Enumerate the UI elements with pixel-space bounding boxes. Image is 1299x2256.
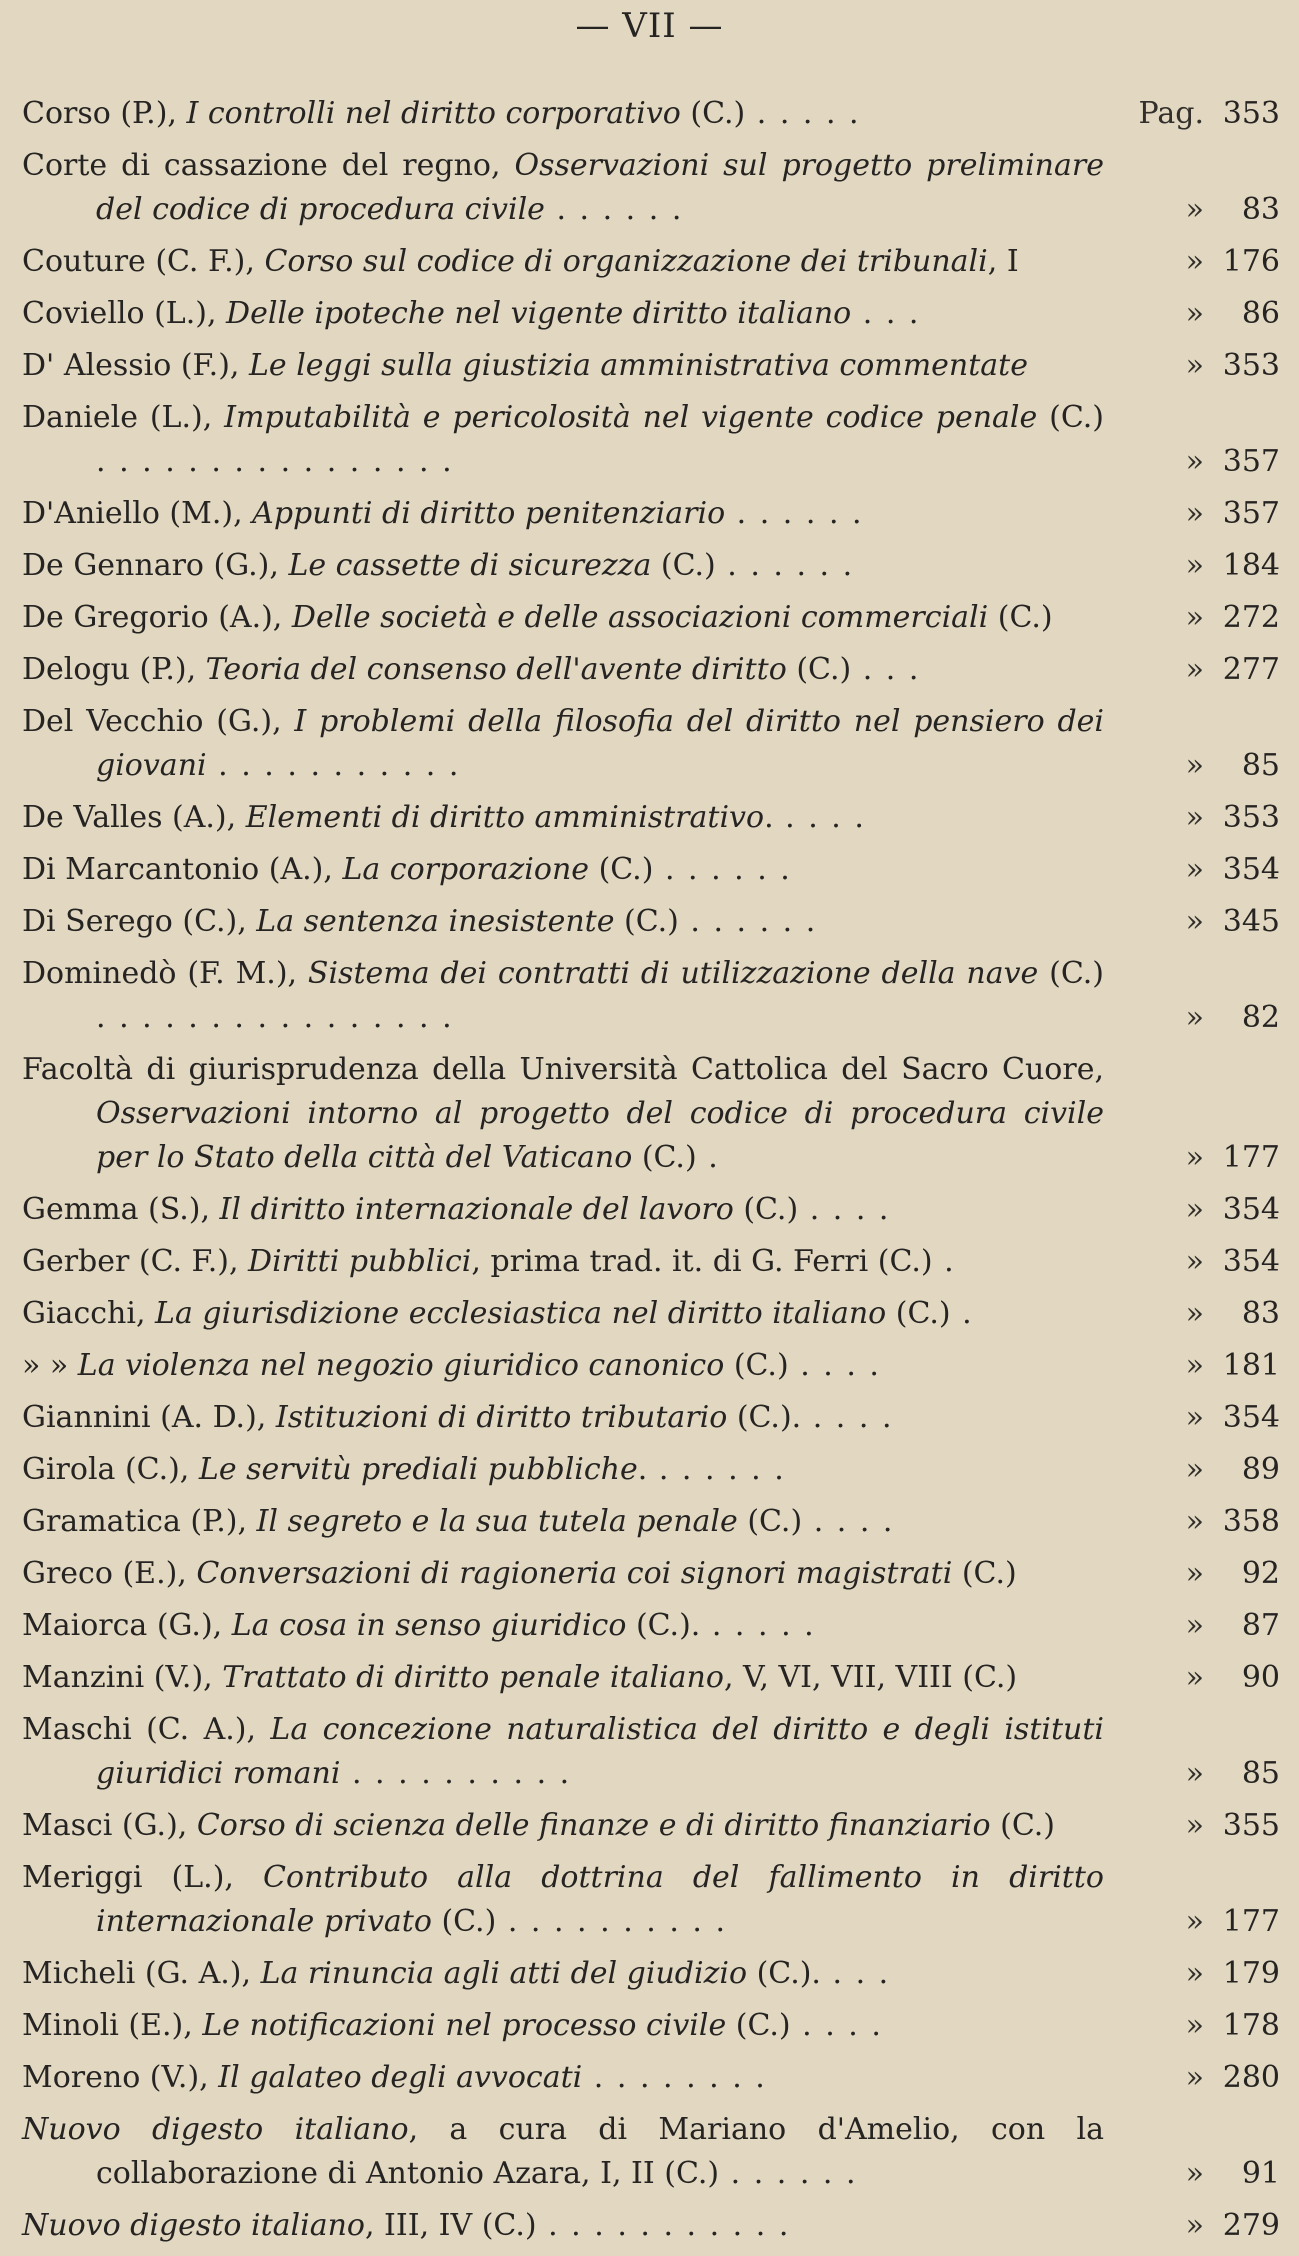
entry-author: Maschi (C. A.), <box>22 1712 271 1747</box>
entry-tail: , prima trad. it. di G. Ferri (C.) <box>471 1244 933 1279</box>
entry-page-mark: » <box>1185 748 1204 783</box>
entry-page-mark: » <box>1185 1400 1204 1435</box>
entry-tail: . <box>637 1452 648 1487</box>
entry-page-number: 277 <box>1222 652 1280 687</box>
entry-title: Delle società e delle associazioni commerciali <box>291 600 989 635</box>
entry-page-number: 87 <box>1241 1608 1280 1643</box>
entry-page-mark: » <box>1185 1608 1204 1643</box>
entry-author: » » <box>22 1348 78 1383</box>
entry-author: Facoltà di giurisprudenza della Università Cattolica del Sacro Cuore, <box>22 1052 1104 1087</box>
entry-title: Sistema dei contratti di utilizzazione della nave <box>307 956 1039 991</box>
entry-text <box>22 240 1104 284</box>
entry-text <box>22 144 1104 232</box>
entry-leader-dots: . . . . . . <box>719 2156 858 2191</box>
entry-title: Corso di scienza delle finanze e di diritto finanziario <box>196 1808 991 1843</box>
entry-page-ref <box>1104 1500 1280 1544</box>
entry-page-number: 177 <box>1222 1904 1280 1939</box>
entry-page-number: 178 <box>1222 2008 1280 2043</box>
entry-tail: , III, IV (C.) <box>364 2208 537 2243</box>
index-entry <box>22 596 1280 640</box>
entry-page-ref <box>1104 2004 1280 2048</box>
entry-tail: (C.) <box>737 1504 803 1539</box>
index-entry <box>22 1708 1280 1796</box>
entry-page-ref <box>1104 292 1280 336</box>
entry-page-ref <box>1104 188 1280 232</box>
entry-leader-dots: . . . . . . . . . . <box>496 1904 728 1939</box>
index-entry <box>22 900 1280 944</box>
entry-text <box>22 952 1104 1040</box>
entry-tail: , a cura di Mariano d'Amelio, con la collaborazione di Antonio Azara, I, II (C.) <box>96 2112 1104 2191</box>
entry-leader-dots: . . . . <box>798 1192 891 1227</box>
entry-page-ref <box>1104 2152 1280 2196</box>
entry-leader-dots: . . . <box>851 296 921 331</box>
entry-leader-dots: . . . . . . . . . . . <box>536 2208 791 2243</box>
entry-page-number: 354 <box>1222 852 1280 887</box>
entry-text <box>22 1188 1104 1232</box>
entry-page-mark: » <box>1185 296 1204 331</box>
index-entry <box>22 1856 1280 1944</box>
index-entry <box>22 2204 1280 2248</box>
index-entry <box>22 1344 1280 1388</box>
entry-page-ref <box>1104 1292 1280 1336</box>
entry-text <box>22 2004 1104 2048</box>
index-entry <box>22 1240 1280 1284</box>
entry-title: Contributo alla dottrina del fallimento in diritto internazionale privato <box>96 1860 1104 1939</box>
entry-page-ref <box>1104 648 1280 692</box>
entry-title: Il galateo degli avvocati <box>218 2060 583 2095</box>
entry-title: Teoria del consenso dell'avente diritto <box>205 652 787 687</box>
index-entry <box>22 1656 1280 1700</box>
entry-title: La cosa in senso giuridico <box>231 1608 627 1643</box>
entry-tail: (C.) <box>786 652 852 687</box>
entry-leader-dots: . <box>932 1244 956 1279</box>
entry-page-ref <box>1104 1448 1280 1492</box>
entry-text <box>22 848 1104 892</box>
entry-text <box>22 796 1104 840</box>
entry-page-number: 179 <box>1222 1956 1280 1991</box>
entry-page-ref <box>1104 1656 1280 1700</box>
index-entry <box>22 700 1280 788</box>
entry-title: La concezione naturalistica del diritto e degli istituti giuridici romani <box>96 1712 1104 1791</box>
entry-text <box>22 1292 1104 1336</box>
entry-tail: (C.) <box>726 2008 791 2043</box>
entry-page-mark: » <box>1185 2208 1204 2243</box>
entry-text <box>22 1952 1104 1996</box>
entry-title: La rinuncia agli atti del giudizio <box>260 1956 748 1991</box>
entry-leader-dots: . . . . . . <box>715 548 855 583</box>
entry-page-mark: » <box>1185 1660 1204 1695</box>
entry-tail: (C.) <box>733 1192 799 1227</box>
entry-page-number: 353 <box>1222 800 1280 835</box>
entry-page-mark: » <box>1185 1244 1204 1279</box>
entry-title: Le leggi sulla giustizia amministrativa commentate <box>249 348 1028 383</box>
entry-author: Gerber (C. F.), <box>22 1244 249 1279</box>
entry-page-ref <box>1104 1344 1280 1388</box>
entry-page-mark: » <box>1185 652 1204 687</box>
entry-page-number: 85 <box>1241 748 1280 783</box>
entry-title: Corso sul codice di organizzazione dei tribunali <box>264 244 988 279</box>
entry-page-number: 355 <box>1222 1808 1280 1843</box>
entry-author: Di Marcantonio (A.), <box>22 852 343 887</box>
entry-page-number: 353 <box>1222 96 1280 131</box>
page-number-header: — VII — <box>575 6 724 46</box>
entry-title: Trattato di diritto penale italiano <box>222 1660 724 1695</box>
index-entry <box>22 1500 1280 1544</box>
entry-tail: . <box>764 800 774 835</box>
entry-text <box>22 492 1104 536</box>
entry-tail: (C.) <box>724 1348 789 1383</box>
entry-author: Maiorca (G.), <box>22 1608 232 1643</box>
entry-page-mark: » <box>1185 904 1204 939</box>
index-entry <box>22 144 1280 232</box>
entry-leader-dots: . . . . <box>790 2008 883 2043</box>
entry-author: De Gregorio (A.), <box>22 600 292 635</box>
index-entry <box>22 292 1280 336</box>
entry-author: Delogu (P.), <box>22 652 206 687</box>
entry-author: De Gennaro (G.), <box>22 548 289 583</box>
entry-author: Masci (G.), <box>22 1808 197 1843</box>
entry-page-number: 92 <box>1241 1556 1280 1591</box>
entry-title: I problemi della filosofia del diritto nel pensiero dei giovani <box>96 704 1104 783</box>
entry-page-number: 345 <box>1222 904 1280 939</box>
entry-text <box>22 1048 1104 1180</box>
entry-author: Dominedò (F. M.), <box>22 956 308 991</box>
index-entry <box>22 492 1280 536</box>
entry-leader-dots: . . . . <box>801 1400 894 1435</box>
index-entry <box>22 2108 1280 2196</box>
entry-tail: (C.) <box>431 1904 497 1939</box>
entry-page-mark: » <box>1185 548 1204 583</box>
entry-page-mark: » <box>1185 444 1204 479</box>
index-entry <box>22 1188 1280 1232</box>
entry-text <box>22 344 1104 388</box>
entry-page-ref <box>1104 1604 1280 1648</box>
entry-page-ref <box>1104 1240 1280 1284</box>
entry-page-mark: » <box>1185 1452 1204 1487</box>
index-entry <box>22 1952 1280 1996</box>
entry-text <box>22 2056 1104 2100</box>
entry-page-ref <box>1104 1752 1280 1796</box>
entry-text <box>22 700 1104 788</box>
entry-title: Il diritto internazionale del lavoro <box>219 1192 734 1227</box>
entry-text <box>22 92 1104 136</box>
entry-page-number: 176 <box>1222 244 1280 279</box>
entry-leader-dots: . <box>950 1296 974 1331</box>
entry-tail: (C.). <box>727 1400 802 1435</box>
entry-title: Diritti pubblici <box>248 1244 472 1279</box>
entry-page-ref <box>1104 492 1280 536</box>
entry-tail: (C.). <box>747 1956 821 1991</box>
entry-author: Del Vecchio (G.), <box>22 704 295 739</box>
entry-text <box>22 1708 1104 1796</box>
entry-text <box>22 596 1104 640</box>
entry-page-number: 86 <box>1241 296 1280 331</box>
index-entry <box>22 848 1280 892</box>
entry-author: Manzini (V.), <box>22 1660 223 1695</box>
entry-leader-dots: . . . . . . . . . . . <box>206 748 461 783</box>
entry-page-ref <box>1104 900 1280 944</box>
entry-title: Il segreto e la sua tutela penale <box>256 1504 738 1539</box>
entry-page-number: 354 <box>1222 1244 1280 1279</box>
entry-page-mark: » <box>1185 1808 1204 1843</box>
entry-page-ref <box>1104 1396 1280 1440</box>
entry-page-mark: » <box>1185 1000 1204 1035</box>
entry-tail: (C.) <box>886 1296 951 1331</box>
entry-page-mark: » <box>1185 800 1204 835</box>
entry-text <box>22 2108 1104 2196</box>
entry-tail: (C.) <box>589 852 654 887</box>
index-entry <box>22 648 1280 692</box>
entry-text <box>22 1344 1104 1388</box>
entry-title: La corporazione <box>342 852 590 887</box>
index-entry <box>22 396 1280 484</box>
entry-title: Osservazioni intorno al progetto del codice di procedura civile per lo Stato della città del Vaticano <box>96 1096 1104 1175</box>
entry-tail: , I <box>987 244 1019 279</box>
entry-page-mark: » <box>1185 244 1204 279</box>
entry-page-mark: » <box>1185 852 1204 887</box>
entry-page-mark: » <box>1185 600 1204 635</box>
entry-text <box>22 544 1104 588</box>
index-entry <box>22 1552 1280 1596</box>
entry-title: I controlli nel diritto corporativo <box>186 96 681 131</box>
entry-author: Coviello (L.), <box>22 296 227 331</box>
index-entry <box>22 1448 1280 1492</box>
entry-page-mark: » <box>1185 348 1204 383</box>
entry-page-ref <box>1104 1136 1280 1180</box>
entry-page-ref <box>1104 744 1280 788</box>
entry-page-mark: » <box>1185 1904 1204 1939</box>
entry-page-ref <box>1104 1952 1280 1996</box>
entry-page-ref <box>1104 1552 1280 1596</box>
entry-text <box>22 900 1104 944</box>
entry-text <box>22 1448 1104 1492</box>
entry-page-number: 90 <box>1241 1660 1280 1695</box>
entry-page-ref <box>1104 92 1280 136</box>
entry-leader-dots: . . . <box>820 1956 891 1991</box>
entry-text <box>22 1500 1104 1544</box>
index-entry <box>22 952 1280 1040</box>
entry-page-number: 280 <box>1222 2060 1280 2095</box>
entry-title: Appunti di diritto penitenziario <box>252 496 726 531</box>
entry-title: La violenza nel negozio giuridico canonico <box>77 1348 725 1383</box>
entry-page-number: 184 <box>1222 548 1280 583</box>
entry-page-ref <box>1104 596 1280 640</box>
entry-title: Imputabilità e pericolosità nel vigente codice penale <box>224 400 1038 435</box>
index-entry <box>22 1292 1280 1336</box>
entry-page-number: 181 <box>1222 1348 1280 1383</box>
entry-page-number: 357 <box>1222 496 1280 531</box>
entry-page-mark: » <box>1185 192 1204 227</box>
entry-page-ref <box>1104 544 1280 588</box>
entry-page-mark: Pag. <box>1138 96 1204 131</box>
entry-page-number: 85 <box>1241 1756 1280 1791</box>
entry-title: Conversazioni di ragioneria coi signori magistrati <box>196 1556 953 1591</box>
entry-author: Di Serego (C.), <box>22 904 257 939</box>
entry-leader-dots: . . . . . <box>700 1608 816 1643</box>
entry-leader-dots: . . . . <box>802 1504 895 1539</box>
entry-author: Couture (C. F.), <box>22 244 265 279</box>
index-entry <box>22 240 1280 284</box>
entry-text <box>22 1604 1104 1648</box>
entry-author: D' Alessio (F.), <box>22 348 249 383</box>
entry-tail: (C.). <box>626 1608 701 1643</box>
entry-leader-dots: . <box>696 1140 720 1175</box>
entry-tail: (C.) <box>1038 956 1104 991</box>
index-entry <box>22 1604 1280 1648</box>
entry-author: Giannini (A. D.), <box>22 1400 276 1435</box>
entry-author: Corso (P.), <box>22 96 187 131</box>
entry-tail: (C.) <box>651 548 716 583</box>
entry-title: La sentenza inesistente <box>256 904 615 939</box>
entry-text <box>22 1804 1104 1848</box>
entry-tail: (C.) <box>990 1808 1055 1843</box>
entry-page-ref <box>1104 2204 1280 2248</box>
entry-leader-dots: . . . <box>851 652 921 687</box>
entry-page-mark: » <box>1185 1756 1204 1791</box>
entry-page-ref <box>1104 1188 1280 1232</box>
entry-page-ref <box>1104 440 1280 484</box>
entry-page-mark: » <box>1185 496 1204 531</box>
entry-text <box>22 1656 1104 1700</box>
entry-title: Istituzioni di diritto tributario <box>275 1400 728 1435</box>
entry-author: Minoli (E.), <box>22 2008 203 2043</box>
entry-leader-dots: . . . . . . <box>653 852 792 887</box>
entry-page-ref <box>1104 796 1280 840</box>
index-entry <box>22 344 1280 388</box>
entry-tail: (C.) <box>680 96 746 131</box>
entry-leader-dots: . . . . . . <box>678 904 818 939</box>
entry-page-mark: » <box>1185 1192 1204 1227</box>
index-entry <box>22 2004 1280 2048</box>
entry-leader-dots: . . . . . . . . . . . . . . . . <box>96 1000 454 1035</box>
entry-page-number: 177 <box>1222 1140 1280 1175</box>
entry-page-number: 91 <box>1241 2156 1280 2191</box>
entry-page-mark: » <box>1185 2008 1204 2043</box>
entry-page-number: 279 <box>1222 2208 1280 2243</box>
entry-tail: (C.) <box>614 904 679 939</box>
entry-leader-dots: . . . . . . . . <box>582 2060 767 2095</box>
entry-leader-dots: . . . . . . . . . . . . . . . . <box>96 444 454 479</box>
entry-page-ref <box>1104 344 1280 388</box>
entry-page-ref <box>1104 2056 1280 2100</box>
entry-page-mark: » <box>1185 1556 1204 1591</box>
entry-page-ref <box>1104 1804 1280 1848</box>
index-entry <box>22 544 1280 588</box>
entry-author: Greco (E.), <box>22 1556 197 1591</box>
entry-page-mark: » <box>1185 1140 1204 1175</box>
entry-author: Corte di cassazione del regno, <box>22 148 515 183</box>
entry-tail: (C.) <box>632 1140 697 1175</box>
index-entry <box>22 1048 1280 1180</box>
entry-author: Gramatica (P.), <box>22 1504 257 1539</box>
entry-title: Nuovo digesto italiano <box>22 2112 409 2147</box>
entry-page-number: 353 <box>1222 348 1280 383</box>
entry-page-ref <box>1104 848 1280 892</box>
index-entry <box>22 2056 1280 2100</box>
entry-page-mark: » <box>1185 1348 1204 1383</box>
entry-page-number: 83 <box>1241 1296 1280 1331</box>
entry-page-number: 354 <box>1222 1400 1280 1435</box>
index-entry-list <box>22 92 1280 2256</box>
entry-page-number: 82 <box>1241 1000 1280 1035</box>
entry-leader-dots: . . . . . . <box>725 496 864 531</box>
entry-page-number: 89 <box>1241 1452 1280 1487</box>
entry-tail: , V, VI, VII, VIII (C.) <box>723 1660 1018 1695</box>
entry-author: Giacchi, <box>22 1296 156 1331</box>
index-entry <box>22 1804 1280 1848</box>
entry-leader-dots: . . . . . . <box>647 1452 786 1487</box>
entry-page-number: 357 <box>1222 444 1280 479</box>
entry-page-mark: » <box>1185 1296 1204 1331</box>
entry-page-mark: » <box>1185 1956 1204 1991</box>
entry-author: Meriggi (L.), <box>22 1860 264 1895</box>
entry-title: Delle ipoteche nel vigente diritto italiano <box>226 296 852 331</box>
entry-text <box>22 1856 1104 1944</box>
entry-page-mark: » <box>1185 2156 1204 2191</box>
entry-tail: (C.) <box>988 600 1053 635</box>
entry-leader-dots: . . . . . <box>745 96 861 131</box>
entry-author: De Valles (A.), <box>22 800 246 835</box>
entry-author: Girola (C.), <box>22 1452 199 1487</box>
entry-title: Osservazioni sul progetto preliminare del codice di procedura civile <box>96 148 1104 227</box>
entry-title: Elementi di diritto amministrativo <box>245 800 765 835</box>
entry-tail: (C.) <box>952 1556 1017 1591</box>
entry-leader-dots: . . . . <box>773 800 866 835</box>
entry-page-ref <box>1104 996 1280 1040</box>
entry-leader-dots: . . . . <box>788 1348 881 1383</box>
index-entry <box>22 1396 1280 1440</box>
entry-page-number: 358 <box>1222 1504 1280 1539</box>
entry-author: Gemma (S.), <box>22 1192 220 1227</box>
entry-text <box>22 292 1104 336</box>
entry-leader-dots: . . . . . . <box>544 192 684 227</box>
entry-leader-dots: . . . . . . . . . . <box>340 1756 572 1791</box>
entry-tail: (C.) <box>1037 400 1104 435</box>
entry-page-ref <box>1104 240 1280 284</box>
index-entry <box>22 92 1280 136</box>
entry-page-number: 83 <box>1241 192 1280 227</box>
entry-title: Le cassette di sicurezza <box>288 548 652 583</box>
entry-author: Daniele (L.), <box>22 400 225 435</box>
entry-title: Nuovo digesto italiano <box>22 2208 365 2243</box>
index-entry <box>22 796 1280 840</box>
entry-text <box>22 396 1104 484</box>
entry-text <box>22 1240 1104 1284</box>
entry-page-mark: » <box>1185 1504 1204 1539</box>
entry-author: Micheli (G. A.), <box>22 1956 261 1991</box>
entry-text <box>22 1552 1104 1596</box>
entry-page-number: 354 <box>1222 1192 1280 1227</box>
entry-title: Le servitù prediali pubbliche <box>198 1452 638 1487</box>
entry-title: La giurisdizione ecclesiastica nel diritto italiano <box>155 1296 887 1331</box>
entry-text <box>22 2204 1104 2248</box>
entry-page-mark: » <box>1185 2060 1204 2095</box>
entry-page-number: 272 <box>1222 600 1280 635</box>
entry-author: D'Aniello (M.), <box>22 496 253 531</box>
entry-text <box>22 1396 1104 1440</box>
entry-title: Le notificazioni nel processo civile <box>202 2008 727 2043</box>
entry-author: Moreno (V.), <box>22 2060 219 2095</box>
entry-page-ref <box>1104 1900 1280 1944</box>
entry-text <box>22 648 1104 692</box>
